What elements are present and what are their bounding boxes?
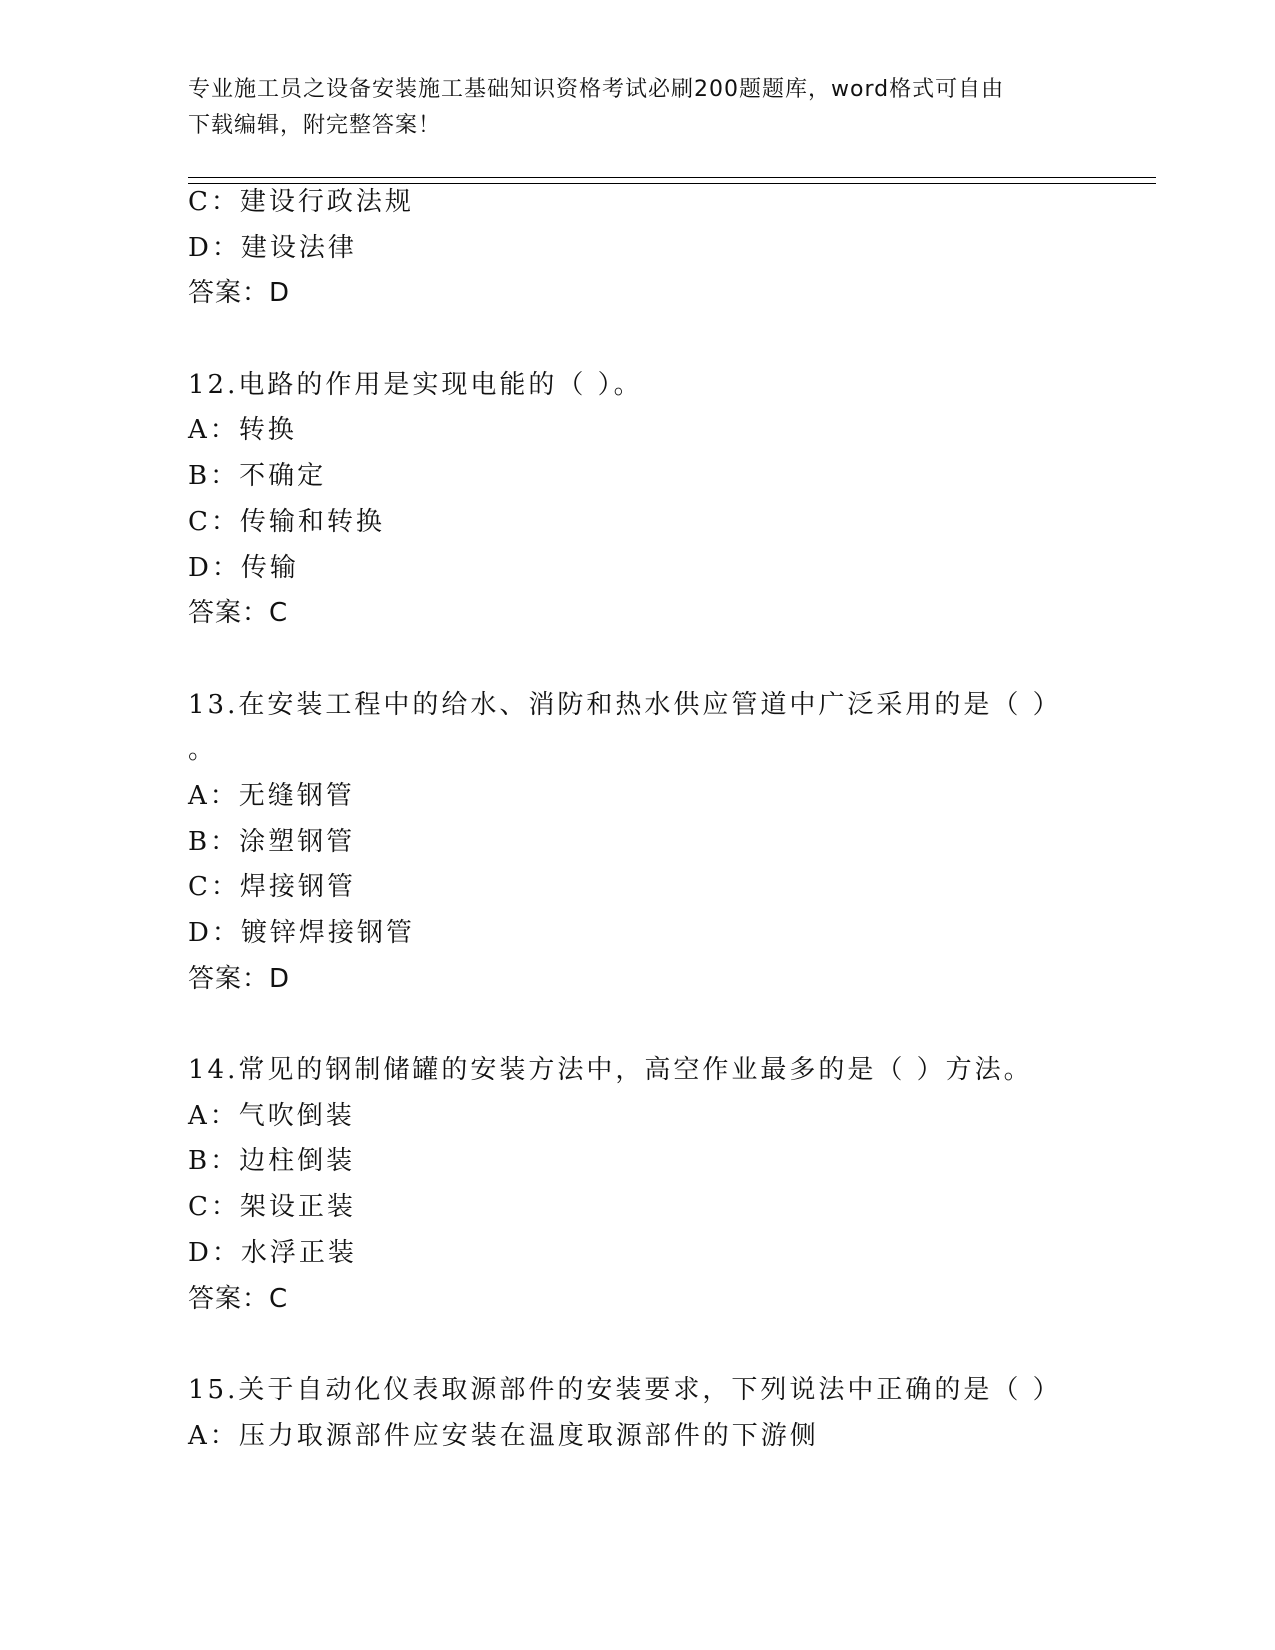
option-d: D：镀锌焊接钢管: [188, 918, 415, 948]
option-a: A：气吹倒装: [188, 1100, 355, 1131]
question-14: [188, 1048, 1108, 1322]
question-stem: 15.关于自动化仪表取源部件的安装要求，下列说法中正确的是（ ）: [188, 1374, 1062, 1405]
answer-line: 答案：D: [188, 278, 291, 309]
option-c: C：建设行政法规: [188, 187, 414, 217]
option-d: D：建设法律: [188, 232, 357, 263]
question-stem: 12.电路的作用是实现电能的（ ）。: [188, 369, 643, 400]
question-stem: 14.常见的钢制储罐的安装方法中，高空作业最多的是（ ）方法。: [188, 1055, 1033, 1086]
option-a: A：转换: [188, 415, 297, 446]
option-a: A：压力取源部件应安装在温度取源部件的下游侧: [188, 1420, 819, 1451]
answer-line: 答案：D: [188, 963, 291, 994]
question-13: [188, 683, 1108, 1003]
option-a: A：无缝钢管: [188, 780, 355, 811]
question-list: [188, 180, 1108, 1459]
option-b: B：涂塑钢管: [188, 826, 356, 857]
question-stem: 13.在安装工程中的给水、消防和热水供应管道中广泛采用的是（ ）: [188, 689, 1062, 720]
header-title-line-2: 下载编辑，附完整答案！: [188, 113, 442, 138]
document-header: [188, 72, 1088, 144]
spacer: [188, 317, 1108, 363]
option-c: C：焊接钢管: [188, 872, 356, 903]
spacer: [188, 1322, 1108, 1368]
option-c: C：架设正装: [188, 1192, 356, 1223]
option-d: D：传输: [188, 552, 299, 583]
question-11-tail: [188, 180, 1108, 317]
answer-line: 答案：C: [188, 598, 289, 629]
option-b: B：边柱倒装: [188, 1146, 356, 1177]
header-title-line-1: 专业施工员之设备安装施工基础知识资格考试必刷200题题库，word格式可自由: [188, 77, 1005, 102]
answer-line: 答案：C: [188, 1283, 289, 1314]
option-d: D：水浮正装: [188, 1237, 357, 1268]
question-12: [188, 363, 1108, 637]
question-15: [188, 1368, 1108, 1459]
option-b: B：不确定: [188, 461, 327, 492]
question-stem-continuation: 。: [188, 735, 218, 766]
spacer: [188, 637, 1108, 683]
header-divider-top: [188, 177, 1156, 178]
spacer: [188, 1002, 1108, 1048]
option-c: C：传输和转换: [188, 506, 385, 537]
